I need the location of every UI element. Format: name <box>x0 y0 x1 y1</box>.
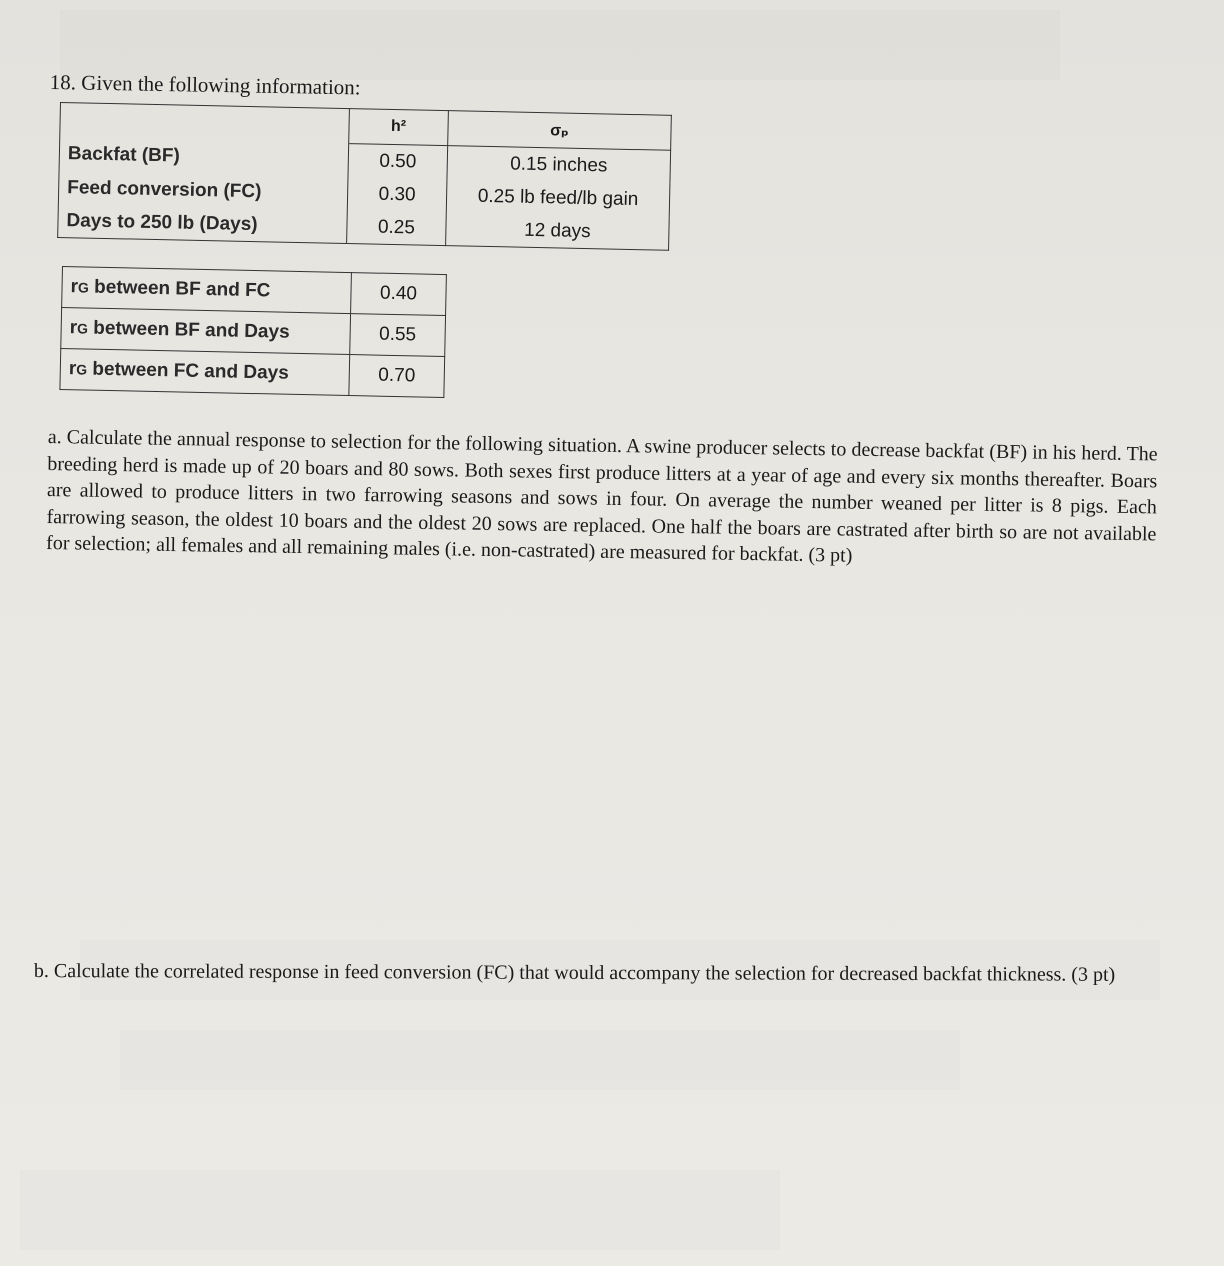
r-subscript: G <box>77 279 90 296</box>
header-label-cell <box>60 103 350 144</box>
bleed-through-mark <box>20 1170 780 1250</box>
correlation-value: 0.40 <box>351 273 447 316</box>
correlation-value: 0.55 <box>350 314 446 357</box>
trait-label: Feed conversion (FC) <box>58 171 348 210</box>
trait-label: Backfat (BF) <box>59 138 349 178</box>
question-heading: 18. Given the following information: <box>49 70 361 100</box>
heritability-table <box>57 102 672 251</box>
genetic-correlation-table <box>59 266 447 398</box>
r-symbol: r <box>68 358 77 380</box>
correlation-label <box>62 267 352 314</box>
r-symbol: r <box>69 317 78 339</box>
part-a-question: a. Calculate the annual response to selection for the following situation. A swine producer selects to decrease backfat (BF) in his herd. The breeding herd is made up of 20 boars and 80 sows. Both sexes first produce litters at a year of age and every six months thereafter. Boars are allowed to produce litters in two farrowing seasons and sows in four. On average the number weaned per litter is 8 pigs. Each farrowing season, the oldest 10 boars and the oldest 20 sows are replaced. One half the boars are castrated after birth so are not available for selection; all females and all remaining males (i.e. non-castrated) are measured for backfat. (3 pt) <box>45 425 1158 567</box>
r-subscript: G <box>76 361 88 378</box>
trait-h2: 0.25 <box>347 210 447 246</box>
trait-h2: 0.30 <box>347 177 447 212</box>
correlation-label <box>60 348 350 395</box>
part-b-question: b. Calculate the correlated response in feed conversion (FC) that would accompany the selection for decreased backfat thickness. (3 pt) <box>33 960 1116 986</box>
trait-sd: 0.25 lb feed/lb gain <box>446 179 670 217</box>
correlation-value: 0.70 <box>349 355 445 398</box>
trait-sd: 0.15 inches <box>447 146 671 184</box>
bleed-through-mark <box>60 10 1060 80</box>
trait-h2: 0.50 <box>348 144 448 180</box>
r-subscript: G <box>76 320 89 337</box>
trait-sd: 12 days <box>446 212 670 250</box>
correlation-pair: between FC and Days <box>86 358 289 384</box>
correlation-pair: between BF and Days <box>87 317 290 343</box>
header-phenotypic-sd: σₚ <box>448 111 672 151</box>
bleed-through-mark <box>120 1030 960 1090</box>
correlation-label <box>61 308 351 355</box>
trait-label: Days to 250 lb (Days) <box>58 204 348 244</box>
header-h2: h² <box>349 109 449 146</box>
r-symbol: r <box>70 276 79 298</box>
table-row <box>60 348 445 397</box>
correlation-pair: between BF and FC <box>88 276 271 302</box>
